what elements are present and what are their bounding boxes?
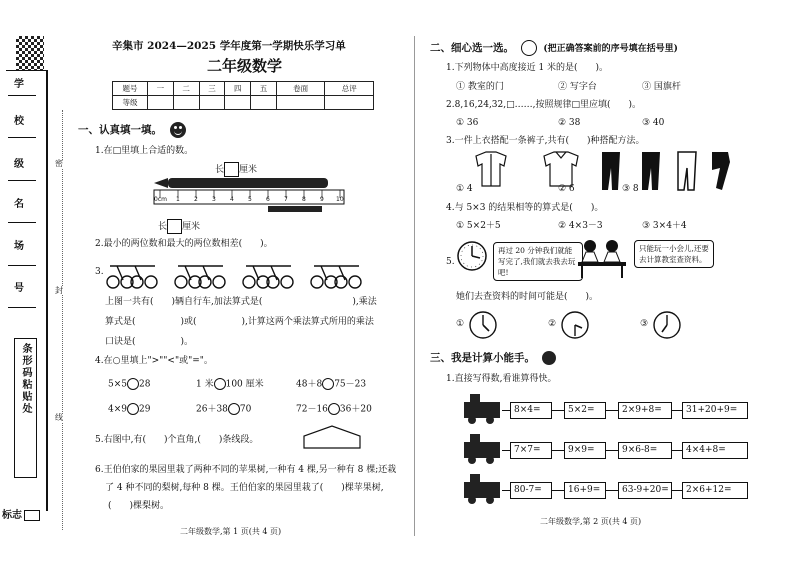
smiley-icon: [542, 351, 556, 365]
train-car[interactable]: 63-9+20=: [618, 482, 672, 499]
section2-heading: [430, 40, 678, 56]
score-head-3: 三: [199, 82, 225, 96]
clock-option-1-icon: [468, 310, 498, 340]
compare-circle[interactable]: [322, 378, 334, 390]
clothes-figure: [468, 150, 738, 192]
train-row-1: [460, 392, 750, 426]
s2-q2-opt-2[interactable]: ② 38: [558, 118, 581, 128]
pentagon-shape: [304, 426, 360, 448]
margin-checker-top: [16, 36, 44, 70]
shirt-icon: [544, 152, 578, 186]
s2-q5-question: 她们去查资料的时间可能是( )。: [456, 292, 599, 302]
score-head-6: 卷面: [276, 82, 325, 96]
speech-bubble-left-text: 再过 20 分钟我们就能写完了,我们就去我去玩吧!: [498, 246, 576, 277]
fold-mark-seal: 密: [55, 159, 63, 168]
compare-circle[interactable]: [228, 403, 240, 415]
section2-heading-text: 二、细心选一选。: [430, 42, 514, 54]
s2-q4-opt-2[interactable]: ② 4×3－3: [558, 221, 603, 231]
ruler-bottom-unit: 厘米: [182, 222, 201, 232]
train-car[interactable]: 7×7=: [510, 442, 552, 459]
s2-q5-number: 5.: [446, 257, 455, 267]
page-divider: [414, 36, 415, 536]
speech-bubble-right: [634, 240, 714, 268]
s1-q6-line3: ( )棵梨树。: [108, 501, 170, 511]
compare-left: 1 米: [196, 379, 214, 390]
s1-q4-item-1: [108, 378, 150, 390]
score-grade-label: 等级: [113, 96, 148, 110]
pentagon-figure: [302, 424, 362, 450]
compare-circle[interactable]: [127, 403, 139, 415]
ruler-bottom-answer-box[interactable]: [167, 219, 182, 234]
score-cell[interactable]: [199, 96, 225, 110]
s1-q4-text: 4.在○里填上">""<"或"="。: [95, 356, 213, 366]
clock-option-3-icon: [652, 310, 682, 340]
score-cell[interactable]: [276, 96, 325, 110]
barcode-label: 条形码粘贴处: [14, 338, 37, 478]
s1-q4-item-5: [196, 403, 251, 415]
score-head-7: 总评: [325, 82, 374, 96]
ruler-tick-label: 4: [230, 196, 234, 203]
s2-q4-opt-1[interactable]: ① 5×2＋5: [456, 221, 501, 231]
section2-note: (把正确答案前的序号填在括号里): [543, 44, 678, 54]
train-car[interactable]: 80-7=: [510, 482, 552, 499]
section3-heading-text: 三、我是计算小能手。: [430, 352, 535, 364]
smiley-icon: [170, 122, 186, 138]
s2-q4-text: 4.与 5×3 的结果相等的算式是( )。: [446, 203, 604, 213]
s2-q5-opt-1[interactable]: ①: [456, 319, 465, 329]
train-car[interactable]: 2×9+8=: [618, 402, 672, 419]
compare-left: 72－16: [296, 404, 328, 415]
s1-q3-line2: 算式是( )或( ),计算这两个乘法算式所用的乘法: [105, 317, 374, 327]
compare-right: 29: [139, 404, 151, 415]
ruler-tick-label: 8: [302, 196, 306, 203]
compare-left: 48＋8: [296, 379, 323, 390]
s2-q3-opt-1[interactable]: ① 4: [456, 184, 473, 194]
train-car[interactable]: 2×6+12=: [682, 482, 748, 499]
ruler-measure-bar: [268, 206, 322, 212]
ruler-tick-label: 5: [248, 196, 252, 203]
s2-q2-opt-3[interactable]: ③ 40: [642, 118, 665, 128]
flag-label: [2, 510, 40, 521]
compare-right: 70: [239, 404, 252, 415]
s1-q1-text: 1.在□里填上合适的数。: [95, 146, 194, 156]
score-table: [112, 81, 374, 110]
bicycle-group-1: [107, 266, 157, 288]
score-cell[interactable]: [148, 96, 174, 110]
ruler-tick-label: 3: [212, 196, 216, 203]
margin-lines: [8, 95, 38, 325]
s1-q5-text: 5.右图中,有( )个直角,( )条线段。: [95, 435, 259, 445]
score-cell[interactable]: [325, 96, 374, 110]
s2-q3-text: 3.一件上衣搭配一条裤子,共有( )种搭配方法。: [446, 136, 645, 146]
ruler-tick-label: 6: [266, 196, 270, 203]
train-car[interactable]: 31+20+9=: [682, 402, 748, 419]
pants-icon: [602, 152, 620, 190]
train-car[interactable]: 16+9=: [564, 482, 606, 499]
s2-q3-opt-3[interactable]: ③ 8: [622, 184, 639, 194]
score-head-5: 五: [251, 82, 277, 96]
s2-q3-opt-2[interactable]: ② 6: [558, 184, 575, 194]
happy-face-icon: [521, 40, 537, 56]
train-engine-icon: [460, 432, 504, 466]
s1-q2-text: 2.最小的两位数和最大的两位数相差( )。: [95, 239, 273, 249]
bicycles-figure: [105, 258, 375, 292]
compare-left: 26＋38: [196, 404, 228, 415]
s1-q3-line3: 口诀是( )。: [105, 337, 194, 347]
s1-q6-line2: 了 4 种不同的梨树,每种 8 棵。王伯伯家的果园里栽了( )棵苹果树,: [105, 483, 384, 493]
ruler-tick-label: 7: [284, 196, 288, 203]
margin-label-class: 级: [14, 159, 24, 170]
ruler-bottom-prefix: 长: [158, 222, 168, 232]
flag-box[interactable]: [24, 510, 40, 521]
fold-mark-line: 线: [55, 413, 63, 422]
pen-body: [168, 178, 328, 188]
flag-label-text: 标志: [2, 510, 22, 521]
s2-q4-opt-3[interactable]: ③ 3×4＋4: [642, 221, 687, 231]
s2-q5-opt-2[interactable]: ②: [548, 319, 557, 329]
fold-mark-close: 封: [55, 286, 63, 295]
section1-heading-text: 一、认真填一填。: [78, 124, 162, 136]
students-at-desk-figure: [576, 238, 628, 278]
bicycle-group-3: [243, 266, 293, 288]
s1-q4-item-6: [296, 403, 372, 415]
jacket-icon: [476, 152, 506, 186]
ruler-top-answer-box[interactable]: [224, 162, 239, 177]
margin-label-school-2: 校: [14, 116, 24, 127]
s2-q5-opt-3[interactable]: ③: [640, 319, 649, 329]
train-car[interactable]: 9×6-8=: [618, 442, 672, 459]
pen-tip: [154, 178, 168, 188]
score-table-header-row: [113, 82, 374, 96]
student-head: [606, 240, 618, 252]
train-engine-icon: [460, 392, 504, 426]
margin-label-name: 名: [14, 199, 24, 210]
compare-right: 75－23: [334, 379, 367, 390]
s1-q4-item-4: [108, 403, 150, 415]
score-cell[interactable]: [225, 96, 251, 110]
student-head: [584, 240, 596, 252]
s3-q1-text: 1.直接写得数,看谁算得快。: [446, 374, 557, 384]
exam-subtitle: 二年级数学: [207, 57, 283, 75]
s1-q6-line1: 6.王伯伯家的果园里栽了两种不同的苹果树,一种有 4 棵,另一种有 8 棵;还栽: [95, 465, 397, 475]
ruler-top-unit: 厘米: [239, 165, 258, 175]
compare-right: 36＋20: [339, 404, 372, 415]
s2-q2-text: 2.8,16,24,32,□……,按照规律□里应填( )。: [446, 100, 642, 110]
ruler-tick-labels: [150, 196, 350, 206]
ruler-tick-label: 10: [336, 196, 344, 203]
pants-icon: [678, 152, 696, 190]
s1-q4-item-2: [196, 378, 264, 390]
fold-dotted-line: [62, 110, 63, 530]
score-head-2: 二: [173, 82, 199, 96]
score-head-4: 四: [225, 82, 251, 96]
ruler-tick-label: 2: [194, 196, 198, 203]
bicycle-group-4: [311, 266, 361, 288]
page-footer-right: 二年级数学,第 2 页(共 4 页): [540, 517, 642, 526]
train-row-2: [460, 432, 750, 466]
speech-bubble-right-text: 只能玩一小会儿,还要去计算教室查资料。: [639, 244, 709, 264]
ruler-tick-label: 9: [320, 196, 324, 203]
ruler-tick-label: 0cm: [154, 196, 167, 203]
margin-label-school-1: 学: [14, 79, 24, 90]
score-head-1: 一: [148, 82, 174, 96]
s2-q1-opt-1[interactable]: ① 教室的门: [456, 82, 504, 92]
margin-label-number: 号: [14, 283, 24, 294]
s2-q1-opt-3[interactable]: ③ 国旗杆: [642, 82, 681, 92]
train-car[interactable]: 8×4=: [510, 402, 552, 419]
s1-q4-item-3: [296, 378, 366, 390]
pants-icon: [712, 152, 730, 190]
page-footer-left: 二年级数学,第 1 页(共 4 页): [180, 527, 282, 536]
section1-heading: [78, 122, 186, 138]
ruler-tick-label: 1: [176, 196, 180, 203]
compare-right: 28: [139, 379, 151, 390]
ruler-top-label: [215, 162, 257, 177]
clock-icon: [456, 240, 488, 272]
s2-q1-opt-2[interactable]: ② 写字台: [558, 82, 597, 92]
bicycle-group-2: [175, 266, 225, 288]
train-car[interactable]: 4×4+8=: [682, 442, 748, 459]
compare-circle[interactable]: [328, 403, 340, 415]
speech-bubble-left: [493, 242, 583, 281]
s1-q3-number: 3.: [95, 267, 104, 277]
compare-circle[interactable]: [127, 378, 139, 390]
ruler-bottom-label: [158, 219, 200, 234]
pants-icon: [642, 152, 660, 190]
margin-label-room: 场: [14, 241, 24, 252]
train-car[interactable]: 9×9=: [564, 442, 606, 459]
desk: [578, 262, 626, 266]
score-table-grade-row: [113, 96, 374, 110]
section3-heading: [430, 350, 556, 365]
compare-left: 5×5: [108, 379, 127, 390]
ruler-top-prefix: 长: [215, 165, 225, 175]
exam-title: 辛集市 2024—2025 学年度第一学期快乐学习单: [112, 40, 346, 52]
score-cell[interactable]: [251, 96, 277, 110]
score-cell[interactable]: [173, 96, 199, 110]
train-engine-icon: [460, 472, 504, 506]
clock-option-2-icon: [560, 310, 590, 340]
score-head-0: 题号: [113, 82, 148, 96]
s2-q1-text: 1.下列物体中高度接近 1 米的是( )。: [446, 63, 609, 73]
train-car[interactable]: 5×2=: [564, 402, 606, 419]
train-row-3: [460, 472, 750, 506]
compare-left: 4×9: [108, 404, 127, 415]
s1-q3-line1: 上图一共有( )辆自行车,加法算式是( ),乘法: [105, 297, 377, 307]
compare-circle[interactable]: [214, 378, 226, 390]
compare-right: 100 厘米: [225, 379, 264, 390]
s2-q2-opt-1[interactable]: ① 36: [456, 118, 479, 128]
